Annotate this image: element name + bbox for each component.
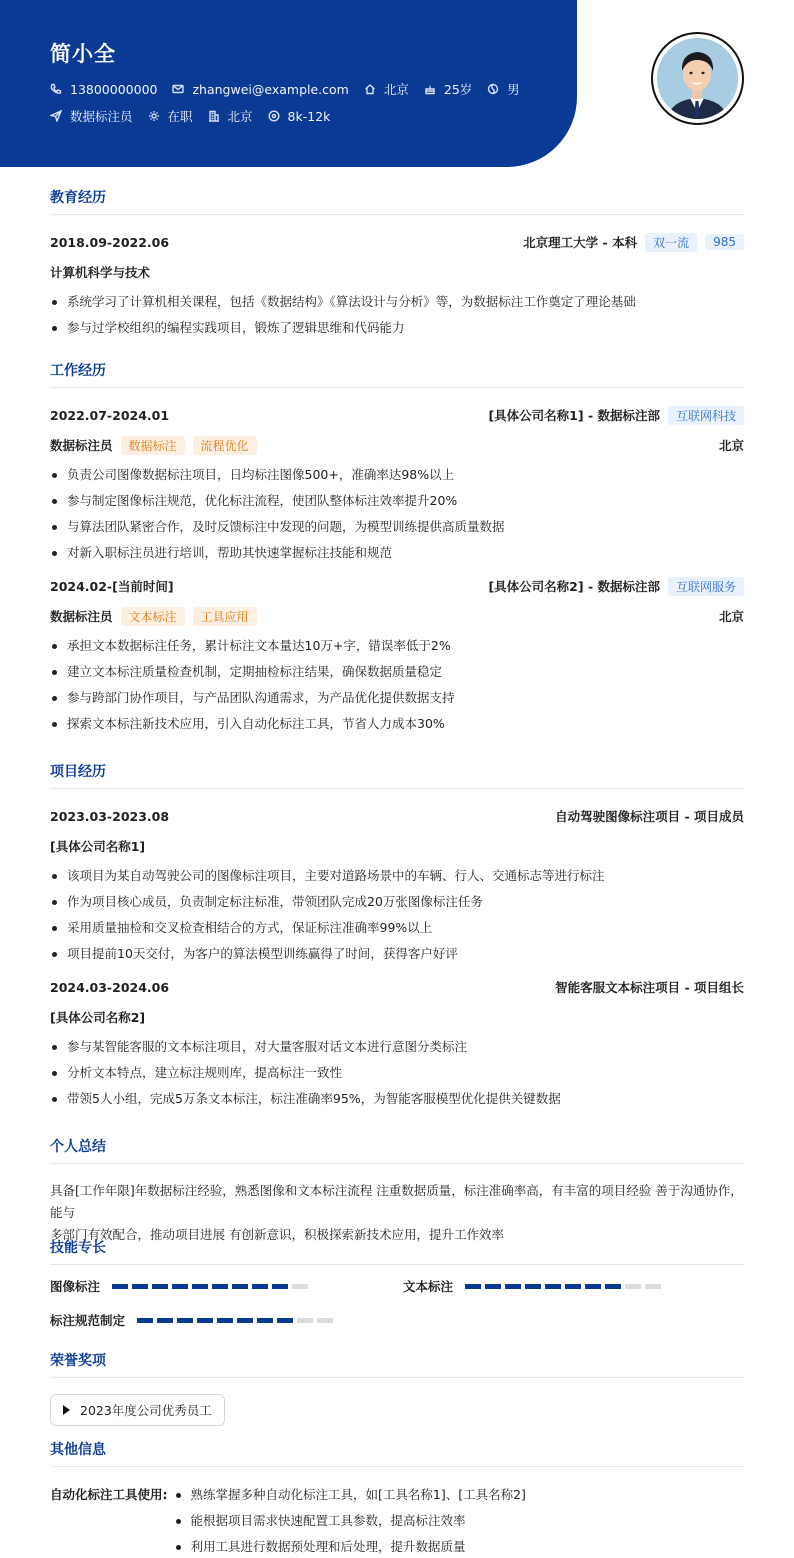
skill-tag: 流程优化 (193, 436, 257, 455)
project-company: [具体公司名称1] (50, 839, 146, 854)
city-item (364, 80, 409, 98)
job-bullets (50, 633, 744, 737)
list-item: 参与跨部门协作项目，与产品团队沟通需求，为产品优化提供数据支持 (50, 685, 744, 711)
industry-tag: 互联网服务 (668, 577, 744, 596)
projects-section (50, 761, 744, 1112)
industry-tag: 互联网科技 (668, 406, 744, 425)
money-icon (268, 110, 280, 122)
skill-level-bar (137, 1318, 337, 1323)
section-title: 教育经历 (50, 187, 744, 215)
skill-name: 图像标注 (50, 1279, 101, 1294)
list-item: 负责公司图像数据标注项目，日均标注图像500+，准确率达98%以上 (50, 462, 744, 488)
header-banner (0, 0, 577, 167)
list-item: 探索文本标注新技术应用，引入自动化标注工具，节省人力成本30% (50, 711, 744, 737)
major: 计算机科学与技术 (50, 265, 151, 280)
other-bullets (174, 1482, 526, 1558)
skill-level-segment (172, 1284, 188, 1289)
list-item: 参与某智能客服的文本标注项目，对大量客服对话文本进行意图分类标注 (50, 1034, 744, 1060)
section-title: 工作经历 (50, 360, 744, 388)
role-group (50, 436, 257, 455)
section-title: 个人总结 (50, 1136, 744, 1164)
portrait-illustration (657, 38, 738, 119)
section-title: 项目经历 (50, 761, 744, 789)
send-icon (50, 110, 62, 122)
skill-level-segment (625, 1284, 641, 1289)
job-date: 2022.07-2024.01 (50, 407, 170, 423)
project-bullets (50, 1034, 744, 1112)
work-section (50, 360, 744, 737)
skill-level-segment (197, 1318, 213, 1323)
list-item: 对新入职标注员进行培训，帮助其快速掌握标注技能和规范 (50, 540, 744, 566)
skill-item (403, 1277, 665, 1295)
skill-level-segment (212, 1284, 228, 1289)
company-group (488, 577, 744, 596)
skill-level-segment (505, 1284, 521, 1289)
project-name: 智能客服文本标注项目 - 项目组长 (555, 980, 744, 995)
job-bullets (50, 462, 744, 566)
other-section (50, 1439, 744, 1558)
list-item: 参与制定图像标注规范，优化标注流程，使团队整体标注效率提升20% (50, 488, 744, 514)
job-role: 数据标注员 (50, 438, 113, 453)
school-tag: 双一流 (645, 233, 697, 252)
role-group (50, 607, 257, 626)
list-item: 该项目为某自动驾驶公司的图像标注项目，主要对道路场景中的车辆、行人、交通标志等进行标注 (50, 863, 744, 889)
gender-text: 男 (507, 82, 520, 97)
education-date: 2018.09-2022.06 (50, 234, 170, 250)
company-name: [具体公司名称2] - 数据标注部 (488, 579, 660, 594)
education-bullets (50, 289, 744, 341)
project-bullets (50, 863, 744, 967)
job-location: 北京 (718, 438, 744, 453)
skill-level-segment (545, 1284, 561, 1289)
skill-name: 文本标注 (403, 1279, 454, 1294)
email-text: zhangwei@example.com (192, 81, 349, 97)
phone-icon (50, 83, 62, 95)
school-group (523, 233, 744, 252)
award-item[interactable] (50, 1394, 225, 1426)
education-header-row (50, 232, 744, 252)
summary-section (50, 1136, 744, 1246)
list-item: 能根据项目需求快速配置工具参数，提高标注效率 (174, 1508, 526, 1534)
job-role-row (50, 435, 744, 455)
email-item (172, 82, 348, 97)
skill-level-segment (237, 1318, 253, 1323)
skill-level-segment (257, 1318, 273, 1323)
school-tag: 985 (705, 234, 744, 250)
age-item (424, 80, 472, 98)
company-name: [具体公司名称1] - 数据标注部 (488, 408, 660, 423)
summary-line: 多部门有效配合，推动项目进展 有创新意识，积极探索新技术应用，提升工作效率 (50, 1227, 504, 1242)
city-text: 北京 (383, 82, 409, 97)
list-item: 利用工具进行数据预处理和后处理，提升数据质量 (174, 1534, 526, 1558)
phone-text: 13800000000 (70, 81, 158, 97)
project-header-row (50, 806, 744, 826)
major-row (50, 262, 744, 282)
cake-icon (424, 83, 436, 95)
list-item: 系统学习了计算机相关课程，包括《数据结构》《算法设计与分析》等，为数据标注工作奠定了理论基础 (50, 289, 744, 315)
list-item: 与算法团队紧密合作，及时反馈标注中发现的问题，为模型训练提供高质量数据 (50, 514, 744, 540)
skills-section (50, 1237, 744, 1337)
phone-item (50, 82, 157, 97)
skill-level-segment (157, 1318, 173, 1323)
salary-text: 8k-12k (287, 108, 331, 124)
skill-tag: 文本标注 (121, 607, 185, 626)
gender-icon (487, 83, 499, 95)
summary-line: 具备[工作年限]年数据标注经验，熟悉图像和文本标注流程 注重数据质量，标注准确率高，有丰富的项目经验 善于沟通协作，能与 (50, 1183, 743, 1220)
status-item (148, 107, 193, 125)
job-role: 数据标注员 (50, 609, 113, 624)
skill-tag: 工具应用 (193, 607, 257, 626)
skill-tag: 数据标注 (121, 436, 185, 455)
job-location: 北京 (718, 609, 744, 624)
target-city-item (208, 107, 253, 125)
other-label: 自动化标注工具使用: (50, 1487, 168, 1502)
section-title: 荣誉奖项 (50, 1350, 744, 1378)
age-text: 25岁 (443, 82, 473, 97)
project-date: 2024.03-2024.06 (50, 979, 170, 995)
project-date: 2023.03-2023.08 (50, 808, 170, 824)
job-intent-row (50, 107, 345, 125)
list-item: 参与过学校组织的编程实践项目，锻炼了逻辑思维和代码能力 (50, 315, 744, 341)
skill-level-segment (297, 1318, 313, 1323)
list-item: 作为项目核心成员，负责制定标注标准，带领团队完成20万张图像标注任务 (50, 889, 744, 915)
avatar (657, 38, 738, 119)
list-item: 项目提前10天交付，为客户的算法模型训练赢得了时间，获得客户好评 (50, 941, 744, 967)
skill-level-bar (465, 1284, 665, 1289)
other-item (50, 1482, 744, 1558)
list-item: 熟练掌握多种自动化标注工具，如[工具名称1]、[工具名称2] (174, 1482, 526, 1508)
school-name: 北京理工大学 - 本科 (523, 235, 638, 250)
skill-level-bar (112, 1284, 312, 1289)
position-text: 数据标注员 (70, 109, 133, 124)
awards-list (50, 1394, 744, 1426)
status-text: 在职 (167, 109, 193, 124)
skill-name: 标注规范制定 (50, 1313, 126, 1328)
skill-level-segment (277, 1318, 293, 1323)
company-group (488, 406, 744, 425)
avatar-frame (651, 32, 744, 125)
mail-icon (172, 83, 184, 95)
skill-level-segment (565, 1284, 581, 1289)
award-name: 2023年度公司优秀员工 (80, 1403, 212, 1418)
skill-level-segment (137, 1318, 153, 1323)
project-company: [具体公司名称2] (50, 1010, 146, 1025)
awards-section (50, 1350, 744, 1426)
skill-item (50, 1311, 337, 1329)
gear-icon (148, 110, 160, 122)
salary-item (268, 109, 331, 124)
list-item: 承担文本数据标注任务，累计标注文本量达10万+字，错误率低于2% (50, 633, 744, 659)
caret-right-icon (63, 1405, 70, 1415)
list-item: 采用质量抽检和交叉检查相结合的方式，保证标注准确率99%以上 (50, 915, 744, 941)
skill-level-segment (317, 1318, 333, 1323)
skill-item (50, 1277, 312, 1295)
skill-level-segment (232, 1284, 248, 1289)
home-icon (364, 83, 376, 95)
list-item: 建立文本标注质量检查机制，定期抽检标注结果，确保数据质量稳定 (50, 659, 744, 685)
project-company-row (50, 836, 744, 856)
skill-level-segment (645, 1284, 661, 1289)
skill-level-segment (132, 1284, 148, 1289)
gender-item (487, 80, 520, 98)
skill-level-segment (252, 1284, 268, 1289)
job-header-row (50, 576, 744, 596)
skill-level-segment (525, 1284, 541, 1289)
skill-level-segment (152, 1284, 168, 1289)
skill-level-segment (177, 1318, 193, 1323)
target-city-text: 北京 (227, 109, 253, 124)
position-item (50, 107, 133, 125)
skill-level-segment (292, 1284, 308, 1289)
project-name: 自动驾驶图像标注项目 - 项目成员 (555, 809, 744, 824)
job-role-row (50, 606, 744, 626)
skill-level-segment (605, 1284, 621, 1289)
skill-level-segment (272, 1284, 288, 1289)
job-header-row (50, 405, 744, 425)
skill-level-segment (217, 1318, 233, 1323)
contact-row (50, 80, 535, 98)
project-header-row (50, 977, 744, 997)
section-title: 技能专长 (50, 1237, 744, 1265)
candidate-name: 简小全 (50, 42, 116, 66)
skill-level-segment (585, 1284, 601, 1289)
list-item: 分析文本特点，建立标注规则库，提高标注一致性 (50, 1060, 744, 1086)
skill-level-segment (192, 1284, 208, 1289)
skill-level-segment (112, 1284, 128, 1289)
building-icon (208, 110, 220, 122)
project-company-row (50, 1007, 744, 1027)
education-section (50, 187, 744, 341)
list-item: 带领5人小组，完成5万条文本标注，标注准确率95%，为智能客服模型优化提供关键数据 (50, 1086, 744, 1112)
section-title: 其他信息 (50, 1439, 744, 1467)
skill-level-segment (485, 1284, 501, 1289)
skill-level-segment (465, 1284, 481, 1289)
job-date: 2024.02-[当前时间] (50, 579, 174, 594)
